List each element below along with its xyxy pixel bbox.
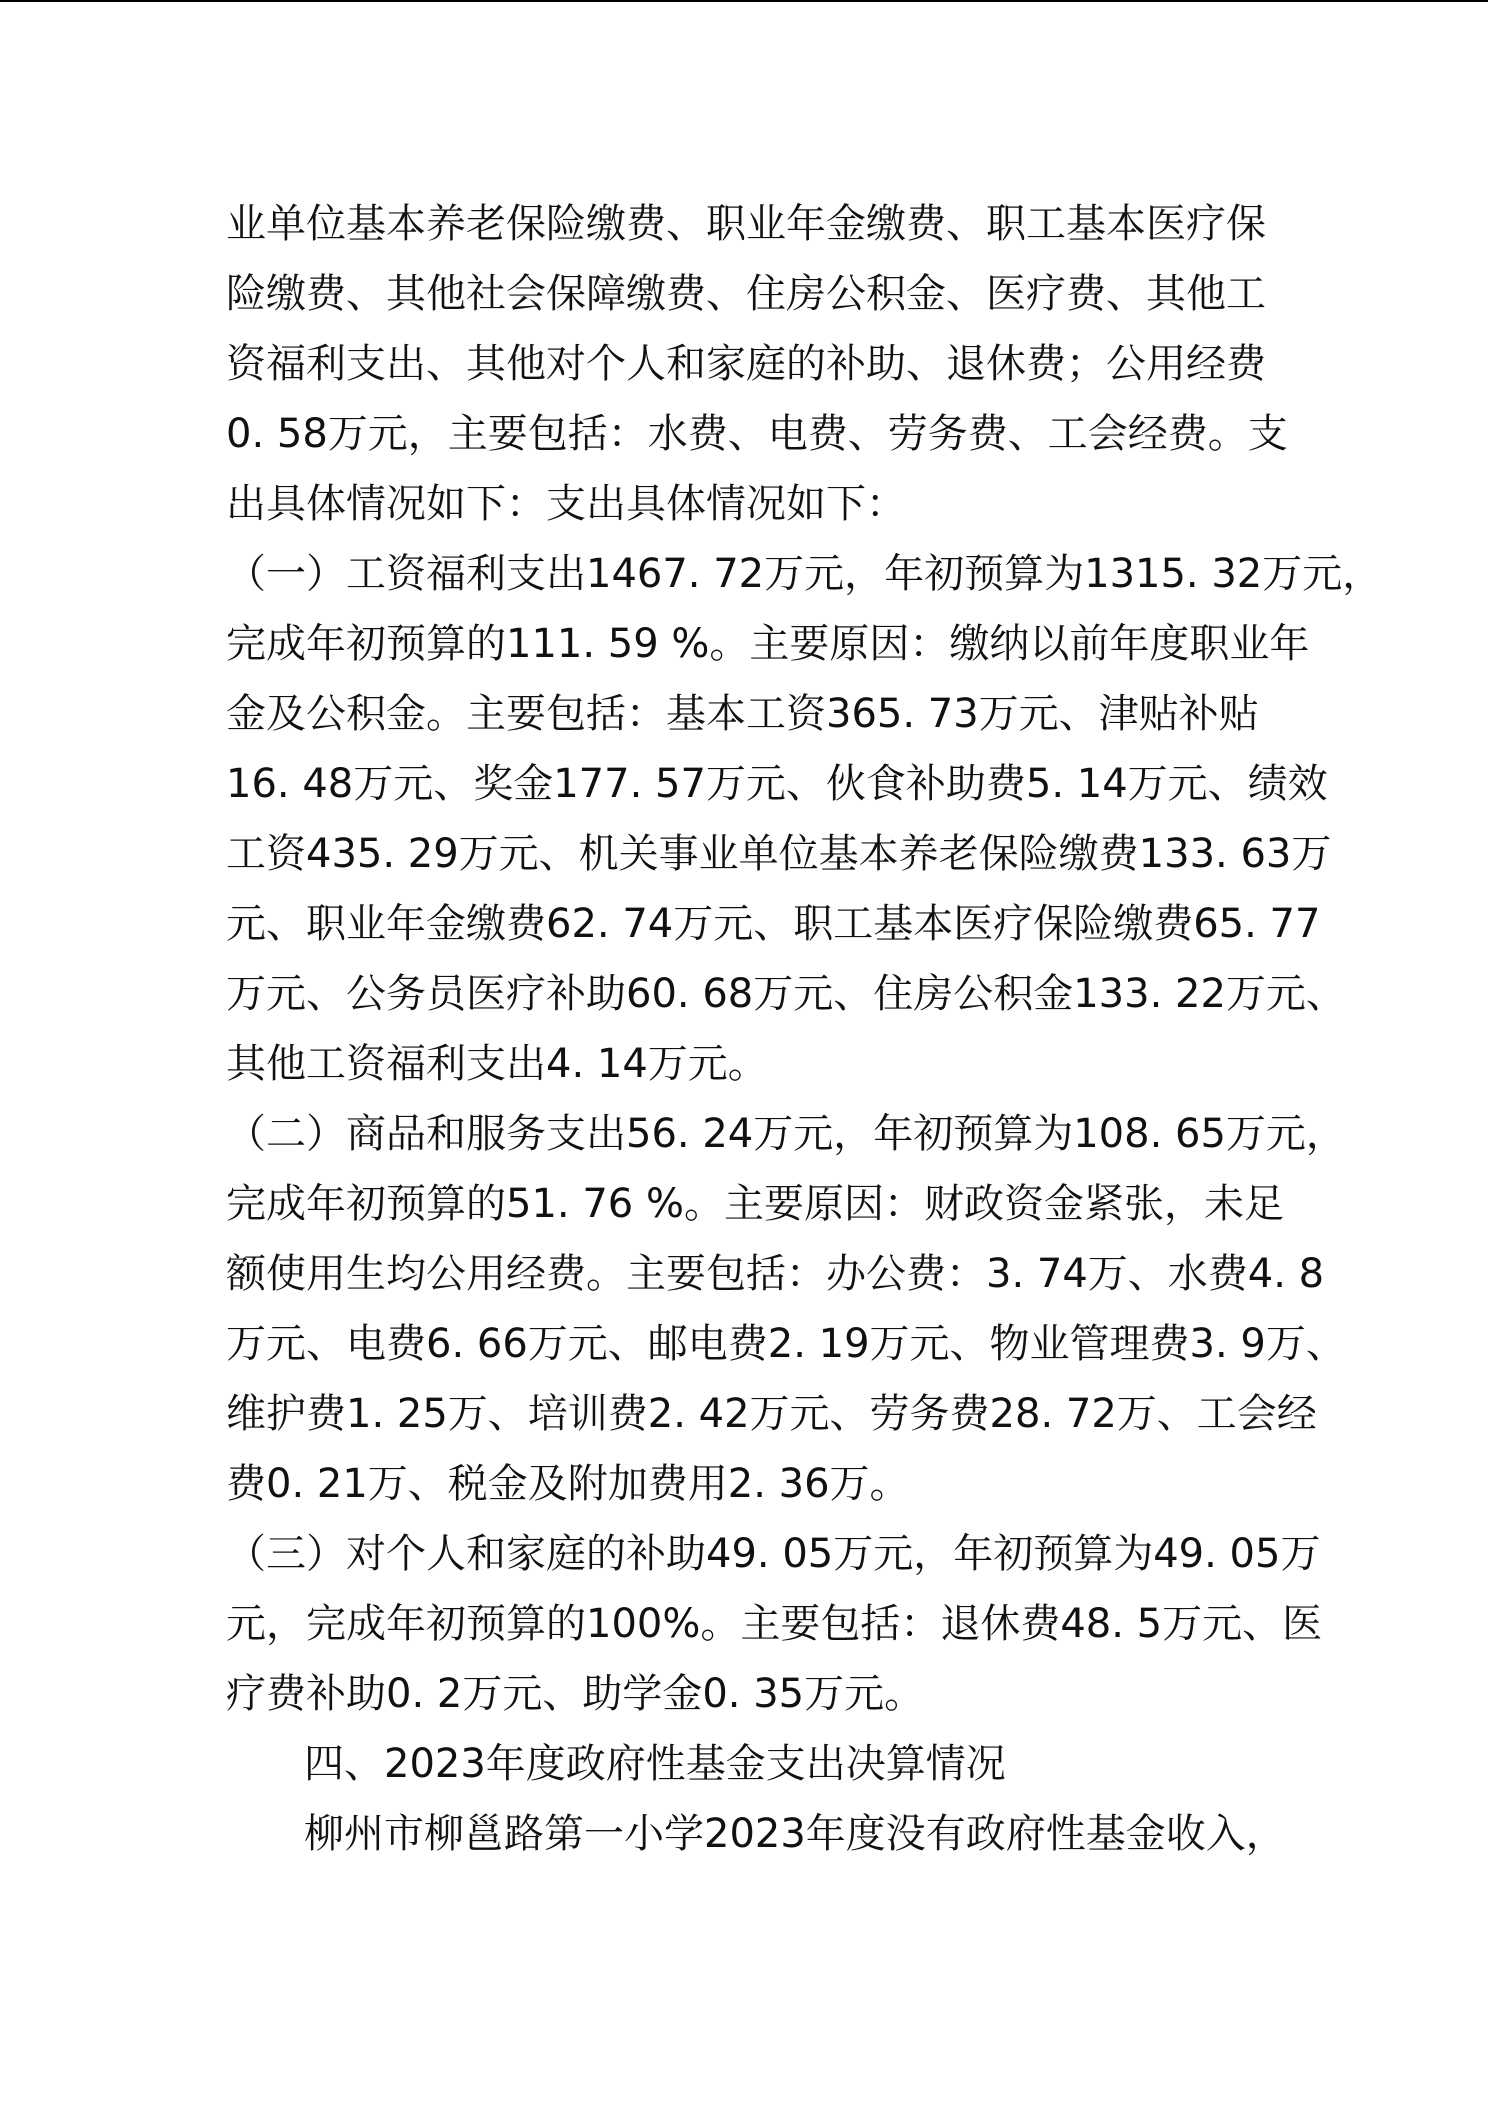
body-text-line: 元、职业年金缴费62. 74万元、职工基本医疗保险缴费65. 77 [226,901,1321,947]
body-text-line: 0. 58万元，主要包括：水费、电费、劳务费、工会经费。支 [226,411,1288,457]
body-text-line: 资福利支出、其他对个人和家庭的补助、退休费；公用经费 [226,341,1266,387]
body-text-line: 元，完成年初预算的100%。主要包括：退休费48. 5万元、医 [226,1601,1323,1647]
body-text-line: 出具体情况如下：支出具体情况如下： [226,481,906,527]
body-text-line: 16. 48万元、奖金177. 57万元、伙食补助费5. 14万元、绩效 [226,761,1328,807]
body-text-line: 其他工资福利支出4. 14万元。 [226,1041,768,1087]
section-3-heading-line: （三）对个人和家庭的补助49. 05万元，年初预算为49. 05万 [226,1531,1321,1577]
body-text-line: 费0. 21万、税金及附加费用2. 36万。 [226,1461,910,1507]
body-text-line: 完成年初预算的51. 76 %。主要原因：财政资金紧张，未足 [226,1181,1284,1227]
section-1-heading-line: （一）工资福利支出1467. 72万元，年初预算为1315. 32万元， [226,551,1383,597]
body-text-line: 维护费1. 25万、培训费2. 42万元、劳务费28. 72万、工会经 [226,1391,1317,1437]
body-text-line: 万元、公务员医疗补助60. 68万元、住房公积金133. 22万元、 [226,971,1346,1017]
body-text-line: 疗费补助0. 2万元、助学金0. 35万元。 [226,1671,925,1717]
body-text-line: 业单位基本养老保险缴费、职业年金缴费、职工基本医疗保 [226,201,1266,247]
body-text-line: 工资435. 29万元、机关事业单位基本养老保险缴费133. 63万 [226,831,1332,877]
body-text-line: 金及公积金。主要包括：基本工资365. 73万元、津贴补贴 [226,691,1259,737]
body-text-line: 险缴费、其他社会保障缴费、住房公积金、医疗费、其他工 [226,271,1266,317]
body-text-line: 额使用生均公用经费。主要包括：办公费：3. 74万、水费4. 8 [226,1251,1325,1297]
body-text-line: 完成年初预算的111. 59 %。主要原因：缴纳以前年度职业年 [226,621,1310,667]
section-2-heading-line: （二）商品和服务支出56. 24万元，年初预算为108. 65万元， [226,1111,1346,1157]
section-4-heading: 四、2023年度政府性基金支出决算情况 [304,1741,1006,1787]
body-text-line: 万元、电费6. 66万元、邮电费2. 19万元、物业管理费3. 9万、 [226,1321,1346,1367]
body-text-line: 柳州市柳邕路第一小学2023年度没有政府性基金收入， [304,1811,1286,1857]
